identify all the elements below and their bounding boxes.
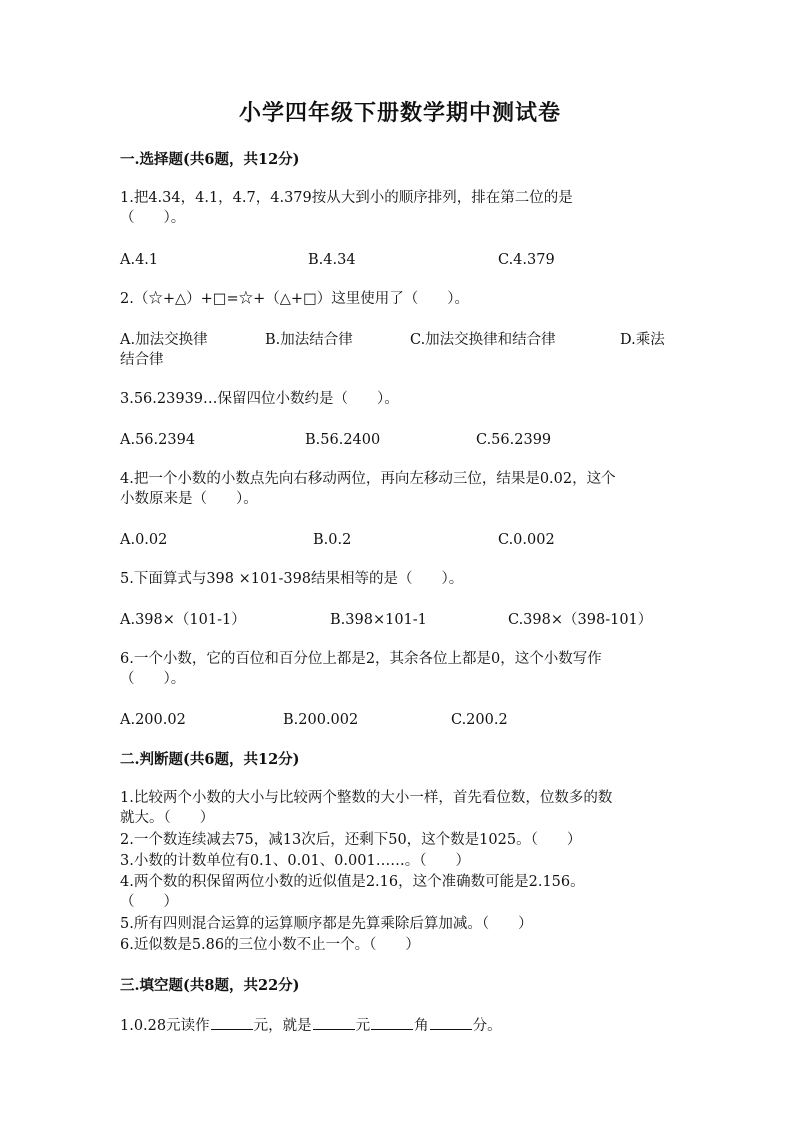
- answer-blank[interactable]: [211, 1015, 253, 1030]
- option-c: C.398×（398-101）: [508, 612, 653, 628]
- fill-question: [120, 1015, 680, 1036]
- option-b: B.0.2: [313, 532, 352, 548]
- option-b: B.200.002: [283, 712, 359, 728]
- option-a: A.200.02: [120, 712, 186, 728]
- judge-item: （ ）: [120, 894, 178, 910]
- section-heading-judge: 二.判断题(共6题，共12分): [120, 751, 300, 768]
- option-c: C.加法交换律和结合律: [410, 332, 556, 348]
- judge-item: 6.近似数是5.86的三位小数不止一个。（ ）: [120, 937, 420, 953]
- section-heading-choice: 一.选择题(共6题，共12分): [120, 151, 300, 168]
- option-c: C.0.002: [498, 532, 555, 548]
- option-d: D.乘法: [620, 332, 665, 348]
- option-a: A.0.02: [120, 532, 168, 548]
- judge-item: 1.比较两个小数的大小与比较两个整数的大小一样，首先看位数，位数多的数: [120, 790, 613, 806]
- option-a: A.加法交换律: [120, 332, 208, 348]
- option-d-continued: 结合律: [120, 352, 164, 368]
- fill-text: 元: [355, 1018, 371, 1034]
- question-text: 5.下面算式与398 ×101-398结果相等的是（ ）。: [120, 571, 464, 587]
- question-text: 小数原来是（ ）。: [120, 491, 258, 507]
- judge-item: 5.所有四则混合运算的运算顺序都是先算乘除后算加减。（ ）: [120, 916, 533, 932]
- option-a: A.398×（101-1）: [120, 612, 246, 628]
- judge-item: 2.一个数连续减去75，减13次后，还剩下50，这个数是1025。（ ）: [120, 832, 582, 848]
- question-text: 3.56.23939…保留四位小数约是（ ）。: [120, 391, 399, 407]
- answer-blank[interactable]: [371, 1015, 413, 1030]
- option-b: B.加法结合律: [265, 332, 353, 348]
- question-text: （ ）。: [120, 671, 186, 687]
- judge-item: 就大。（ ）: [120, 810, 215, 826]
- option-a: A.4.1: [120, 252, 159, 268]
- answer-blank[interactable]: [313, 1015, 355, 1030]
- option-a: A.56.2394: [120, 432, 196, 448]
- fill-text: 1.0.28元读作: [120, 1018, 210, 1034]
- question-text: 1.把4.34，4.1，4.7，4.379按从大到小的顺序排列，排在第二位的是: [120, 190, 573, 206]
- section-heading-fill: 三.填空题(共8题，共22分): [120, 977, 300, 994]
- fill-text: 元，就是: [253, 1018, 312, 1034]
- option-b: B.56.2400: [305, 432, 381, 448]
- question-text: 4.把一个小数的小数点先向右移动两位，再向左移动三位，结果是0.02，这个: [120, 471, 616, 487]
- option-c: C.4.379: [498, 252, 555, 268]
- option-b: B.4.34: [308, 252, 356, 268]
- option-c: C.200.2: [451, 712, 508, 728]
- question-text: 6.一个小数，它的百位和百分位上都是2，其余各位上都是0，这个小数写作: [120, 651, 602, 667]
- fill-text: 分。: [472, 1018, 502, 1034]
- fill-text: 角: [414, 1018, 429, 1034]
- judge-item: 4.两个数的积保留两位小数的近似值是2.16，这个准确数可能是2.156。: [120, 874, 585, 890]
- option-b: B.398×101-1: [330, 612, 427, 628]
- page-title: 小学四年级下册数学期中测试卷: [238, 100, 561, 126]
- question-text: （ ）。: [120, 210, 186, 226]
- question-text: 2.（☆+△）+□=☆+（△+□）这里使用了（ ）。: [120, 291, 470, 307]
- judge-item: 3.小数的计数单位有0.1、0.01、0.001……。（ ）: [120, 853, 470, 869]
- answer-blank[interactable]: [430, 1015, 472, 1030]
- option-c: C.56.2399: [476, 432, 552, 448]
